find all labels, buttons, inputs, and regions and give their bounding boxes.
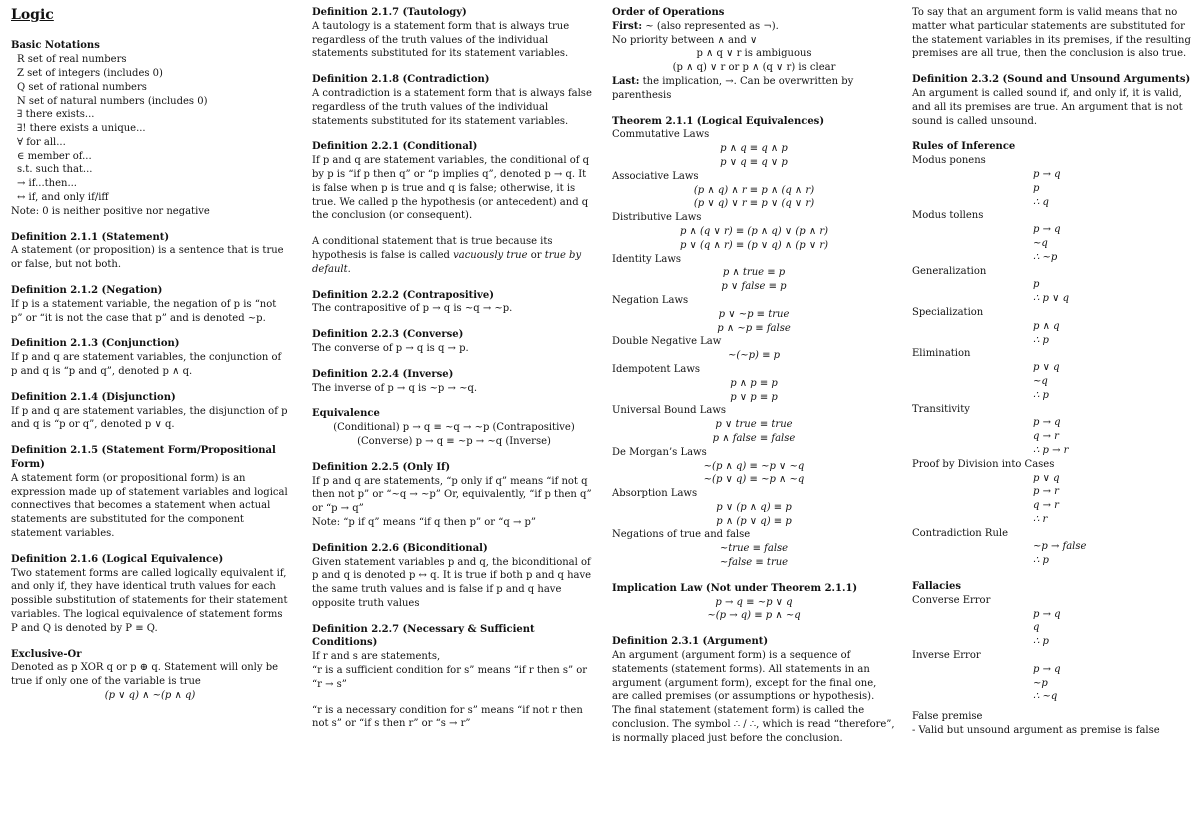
rule-name: Generalization (912, 265, 987, 277)
definition-text: An argument is called sound if, and only if, it is valid, and all its premises are true. An argument that is not sound is called unsound. (912, 87, 1183, 127)
formula-line: ~p (1033, 677, 1048, 689)
equivalence-line: (Conditional) p → q ≡ ~q → ~p (Contrapositive) (333, 422, 575, 434)
formula-line: q → r (1033, 500, 1059, 512)
notation-item: Q set of rational numbers (17, 81, 147, 93)
formula-line: p → q (1033, 224, 1061, 236)
definition-heading: Equivalence (312, 408, 380, 420)
definition-text: A statement form (or propositional form) is an expression made up of statement variables and logical connectives that becomes a statement when actual statements are substituted for the component statement variables. (11, 472, 288, 540)
definition-heading: Definition 2.3.1 (Argument) (612, 636, 769, 648)
definition-heading: Definition 2.1.6 (Logical Equivalence) (11, 553, 224, 565)
formula-line: p → q (1033, 168, 1061, 180)
definition-heading: Definition 2.2.1 (Conditional) (312, 141, 478, 153)
rule-name: De Morgan’s Laws (612, 446, 707, 458)
rule-name: Commutative Laws (612, 129, 710, 141)
definition-logical-equivalence (11, 553, 289, 636)
definition-text: An argument (argument form) is a sequence of statements (statement forms). All statements in an argument (argument form), except for the final one, are called premises (or assumptions or hypothesis). The final statement (statement form) is called the conclusion. The symbol ∴ / ∴, which is read “therefore”, is normally placed just before the conclusion. (612, 650, 895, 744)
definition-disjunction (11, 391, 289, 432)
formula-line: ∴ p (1033, 334, 1049, 346)
rule-name: Identity Laws (612, 253, 682, 265)
rule-name: Converse Error (912, 594, 991, 606)
rules-of-inference-section (912, 140, 1192, 568)
theorem-logical-equivalences (612, 115, 896, 570)
column-4 (912, 6, 1192, 750)
rule-name: Proof by Division into Cases (912, 458, 1055, 470)
definition-contrapositive (312, 289, 596, 317)
formula-line: ~true ≡ false (719, 543, 789, 555)
ops-last: Last: the implication, →. Can be overwritten by parenthesis (612, 75, 854, 101)
formula-line: p ∧ q ≡ q ∧ p (720, 143, 788, 155)
formula-line: ∴ ~p (1033, 251, 1058, 263)
notation-item: N set of natural numbers (includes 0) (17, 95, 208, 107)
formula-line: p ∧ false ≡ false (712, 432, 796, 444)
definition-text: The inverse of p → q is ~p → ~q. (312, 382, 478, 394)
law-formula: p → q ≡ ~p ∨ q (715, 596, 793, 608)
rule-name: Negation Laws (612, 294, 689, 306)
formula-line: (p ∧ q) ∧ r ≡ p ∧ (q ∧ r) (693, 184, 815, 196)
formula-line: ~q (1033, 375, 1048, 387)
formula-line: ∴ p (1033, 389, 1049, 401)
xor-formula: (p ∨ q) ∧ ~(p ∧ q) (104, 689, 196, 701)
formula-line: p (1033, 279, 1040, 291)
definition-text: Two statement forms are called logically equivalent if, and only if, they have identical truth values for each possible substitution of statements for their statement variables. The logical equivalence of statement forms P and Q is denoted by P ≡ Q. (11, 567, 288, 634)
formula-line: q (1033, 622, 1040, 634)
definition-conjunction (11, 337, 289, 378)
vacuous-truth-text: A conditional statement that is true because its hypothesis is false is called vacuously true or true by default. (312, 236, 582, 275)
fallacies-section (912, 580, 1192, 738)
rule-name: Modus ponens (912, 155, 986, 167)
definition-text: “r is a necessary condition for s” means “if not r then not s” or “if s then r” or “s → r” (312, 704, 583, 730)
formula-line: p → r (1033, 486, 1059, 498)
formula-line: p ∧ ~p ≡ false (717, 322, 791, 334)
definition-statement-form (11, 444, 289, 541)
definition-heading: Definition 2.2.3 (Converse) (312, 329, 464, 341)
formula-line: ~false ≡ true (719, 557, 789, 569)
formula-line: ∴ p ∨ q (1033, 293, 1070, 305)
formula-line: p ∧ p ≡ p (730, 377, 778, 389)
formula-line: p ∨ q (1033, 472, 1060, 484)
page-title: Logic (11, 7, 54, 23)
formula-line: ∴ p (1033, 555, 1049, 567)
implication-law-section (612, 582, 896, 623)
rule-name: Universal Bound Laws (612, 405, 727, 417)
definition-conditional (312, 140, 596, 276)
definition-biconditional (312, 542, 596, 611)
definition-statement (11, 231, 289, 272)
definition-heading: Definition 2.1.7 (Tautology) (312, 7, 467, 18)
formula-line: ~p → false (1033, 541, 1087, 553)
definition-sound-arguments (912, 73, 1192, 128)
validity-text-block (912, 6, 1192, 61)
formula-line: q → r (1033, 431, 1059, 443)
formula-line: p ∨ false ≡ p (721, 281, 787, 293)
definition-text: A contradiction is a statement form that is always false regardless of the truth values of the individual statements substituted for its statement variables. (312, 87, 592, 127)
equivalence-section (312, 407, 596, 448)
formula-line: ∴ ~q (1033, 691, 1058, 703)
definition-text: If p and q are statement variables, the conjunction of p and q is “p and q”, denoted p ∧ q. (11, 352, 282, 378)
formula-line: (p ∨ q) ∨ r ≡ p ∨ (q ∨ r) (693, 198, 815, 210)
definition-text: A statement (or proposition) is a sentence that is true or false, but not both. (11, 245, 284, 271)
formula-line: p ∨ (q ∧ r) ≡ (p ∨ q) ∧ (p ∨ r) (679, 239, 829, 251)
formula-line: ~(~p) ≡ p (727, 350, 781, 362)
formula-line: ~(p ∨ q) ≡ ~p ∧ ~q (703, 474, 805, 486)
false-premise-note: - Valid but unsound argument as premise is false (912, 725, 1160, 737)
definition-converse (312, 328, 596, 356)
notation-note: Note: 0 is neither positive nor negative (11, 205, 210, 217)
formula-line: p ∨ q ≡ q ∨ p (720, 156, 788, 168)
definition-contradiction (312, 73, 596, 128)
definition-text: “r is a sufficient condition for s” means “if r then s” or “r → s” (312, 665, 588, 690)
section-heading: Basic Notations (11, 40, 100, 52)
formula-line: p ∧ true ≡ p (722, 267, 786, 279)
definition-heading: Definition 2.1.1 (Statement) (11, 231, 170, 243)
rule-name: Contradiction Rule (912, 527, 1009, 539)
formula-line: ~(p ∧ q) ≡ ~p ∨ ~q (703, 460, 805, 472)
rule-name: Negations of true and false (612, 529, 751, 541)
rule-name: Specialization (912, 306, 984, 318)
ops-ambiguous: p ∧ q ∨ r is ambiguous (696, 48, 812, 60)
rule-name: Double Negative Law (612, 336, 722, 348)
formula-line: p ∨ (p ∧ q) ≡ p (716, 501, 792, 513)
definition-text: The converse of p → q is q → p. (312, 342, 469, 354)
definition-heading: Definition 2.1.4 (Disjunction) (11, 391, 176, 403)
ops-first: First: ~ (also represented as ¬). (612, 20, 779, 32)
laws-list (612, 128, 896, 570)
formula-line: p → q (1033, 417, 1061, 429)
rule-name: Elimination (912, 348, 971, 360)
definition-text: If p and q are statement variables, the disjunction of p and q is “p or q”, denoted p ∨ q. (11, 405, 288, 431)
definition-heading: Definition 2.2.6 (Biconditional) (312, 542, 488, 554)
definition-heading: Definition 2.2.2 (Contrapositive) (312, 289, 494, 301)
notation-item: R set of real numbers (17, 54, 127, 66)
validity-text: To say that an argument form is valid means that no matter what particular statements are substituted for the statement variables in its premises, if the resulting premises are all true, then the conclusion is also true. (912, 7, 1191, 60)
formula-line: p ∨ q (1033, 362, 1060, 374)
definition-heading: Implication Law (Not under Theorem 2.1.1) (612, 582, 858, 594)
definition-heading: Fallacies (912, 581, 961, 593)
vacuously-true-term: vacuously true (453, 249, 528, 261)
exclusive-or-section (11, 648, 289, 703)
formula-line: ∴ p → r (1033, 444, 1069, 456)
definition-heading: Definition 2.2.7 (Necessary & Sufficient Conditions) (312, 623, 535, 649)
rule-name: Idempotent Laws (612, 363, 701, 375)
definition-inverse (312, 368, 596, 396)
definition-text: Denoted as p XOR q or p ⊕ q. Statement will only be true if only one of the variable is true (11, 662, 279, 688)
notation-item: ∈ member of... (17, 150, 92, 162)
definition-heading: Exclusive-Or (11, 648, 82, 660)
rules-list (912, 154, 1192, 568)
definition-heading: Definition 2.3.2 (Sound and Unsound Arguments) (912, 74, 1191, 86)
column-3 (612, 6, 896, 758)
formula-line: p ∧ q (1033, 320, 1060, 332)
basic-notations-section (11, 39, 289, 218)
formula-line: p ∧ (q ∨ r) ≡ (p ∧ q) ∨ (p ∧ r) (679, 225, 829, 237)
definition-only-if (312, 461, 596, 530)
definition-text: If r and s are statements, (312, 651, 441, 663)
formula-line: p ∨ p ≡ p (730, 391, 778, 403)
formula-line: ∴ p (1033, 636, 1049, 648)
definition-heading: Theorem 2.1.1 (Logical Equivalences) (612, 115, 825, 127)
column-2 (312, 6, 596, 743)
law-formula: ~(p → q) ≡ p ∧ ~q (707, 610, 801, 622)
formula-line: p ∨ ~p ≡ true (718, 308, 790, 320)
definition-necessary-sufficient (312, 623, 596, 732)
rule-name: Associative Laws (612, 170, 699, 182)
rule-name: Distributive Laws (612, 212, 702, 224)
definition-text: If p is a statement variable, the negation of p is “not p” or “it is not the case that p” and is denoted ~p. (11, 298, 277, 324)
definition-note: Note: “p if q” means “if q then p” or “q → p” (312, 516, 537, 528)
notation-item: → if...then... (17, 178, 77, 190)
rule-name: Absorption Laws (612, 488, 698, 500)
notation-item: s.t. such that... (17, 164, 93, 176)
definition-heading: Rules of Inference (912, 141, 1016, 153)
rule-name: Inverse Error (912, 650, 981, 662)
equivalence-line: (Converse) p → q ≡ ~p → ~q (Inverse) (357, 435, 551, 447)
formula-line: ~q (1033, 237, 1048, 249)
definition-heading: Definition 2.1.3 (Conjunction) (11, 338, 180, 350)
definition-text: If p and q are statements, “p only if q” means “if not q then not p” or “~q → ~p” Or, equivalently, “if p then q” or “p → q” (312, 475, 592, 515)
fallacies-list (912, 594, 1192, 704)
definition-text: The contrapositive of p → q is ~q → ~p. (312, 303, 513, 315)
notation-item: Z set of integers (includes 0) (17, 67, 163, 79)
formula-line: p → q (1033, 608, 1061, 620)
rule-name: Modus tollens (912, 210, 984, 222)
true-by-default-term: true by default (312, 249, 582, 275)
rule-name: Transitivity (912, 403, 970, 415)
notation-item: ↔ if, and only if/iff (17, 192, 109, 204)
definition-negation (11, 284, 289, 325)
column-1 (11, 6, 289, 715)
formula-line: p ∧ (p ∨ q) ≡ p (716, 515, 792, 527)
definition-text: A tautology is a statement form that is always true regardless of the truth values of the individual statements substituted for its statement variables. (312, 20, 570, 60)
ops-clear: (p ∧ q) ∨ r or p ∧ (q ∨ r) is clear (672, 62, 836, 74)
notation-item: ∃ there exists... (17, 109, 95, 121)
definition-argument (612, 635, 896, 745)
formula-line: p → q (1033, 663, 1061, 675)
notation-item: ∃! there exists a unique... (17, 123, 146, 135)
false-premise-label: False premise (912, 711, 983, 723)
definition-heading: Definition 2.1.8 (Contradiction) (312, 74, 490, 86)
definition-heading: Definition 2.1.2 (Negation) (11, 285, 163, 297)
definition-tautology (312, 6, 596, 61)
formula-line: ∴ r (1033, 513, 1048, 525)
formula-line: p (1033, 182, 1040, 194)
ops-no-priority: No priority between ∧ and ∨ (612, 34, 758, 46)
definition-heading: Definition 2.2.5 (Only If) (312, 461, 451, 473)
definition-text: Given statement variables p and q, the biconditional of p and q is denoted p ↔ q. It is true if both p and q have the same truth values and is false if p and q have opposite truth values (312, 556, 592, 609)
definition-heading: Order of Operations (612, 7, 725, 18)
notation-item: ∀ for all... (17, 136, 66, 148)
definition-text: If p and q are statement variables, the conditional of q by p is “if p then q” or “p implies q”, denoted p → q. It is false when p is true and q is false; otherwise, it is true. We called p the hypothesis (or antecedent) and q the conclusion (or consequent). (312, 155, 589, 222)
order-of-operations-section (612, 6, 896, 103)
definition-heading: Definition 2.2.4 (Inverse) (312, 368, 454, 380)
formula-line: ∴ q (1033, 196, 1049, 208)
formula-line: p ∨ true ≡ true (715, 419, 793, 431)
definition-heading: Definition 2.1.5 (Statement Form/Propositional Form) (11, 445, 276, 471)
